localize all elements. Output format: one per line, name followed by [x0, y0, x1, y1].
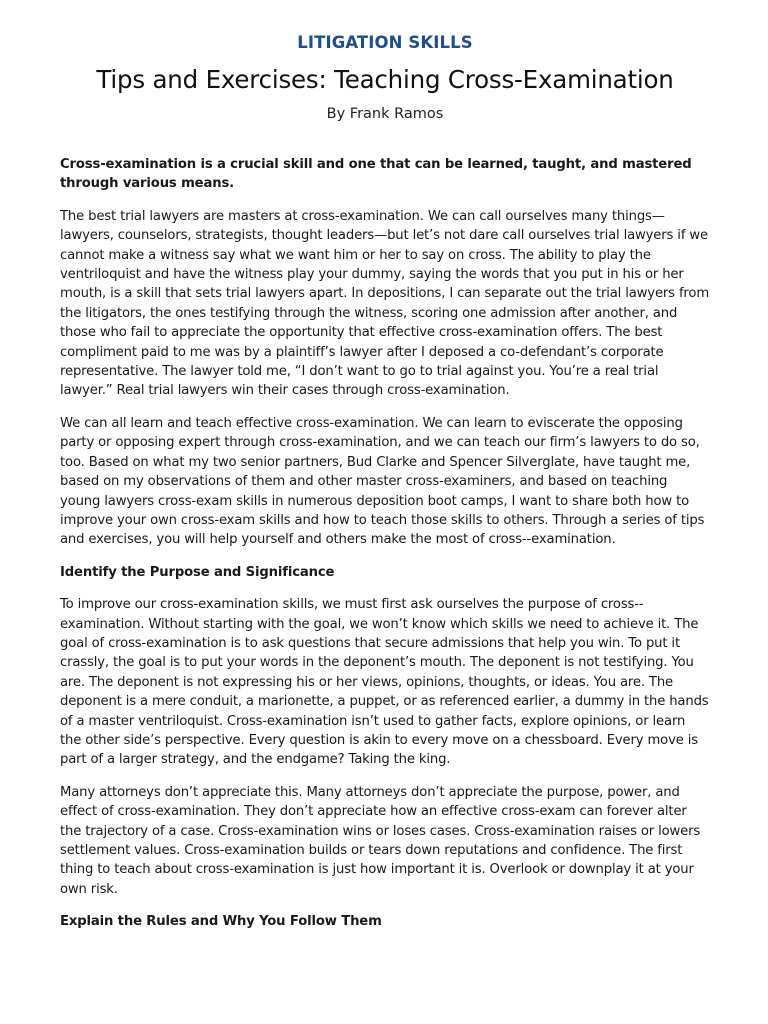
section-heading-rules: Explain the Rules and Why You Follow Them: [60, 914, 382, 930]
paragraph-2: We can all learn and teach effective cross-examination. We can learn to eviscerate the opposing party or opposing expert through cross-examination, and we can teach our firm’s lawyers to do so, too. Based on what my two senior partners, Bud Clarke and Spencer Silverglate, have taught me, based on my observations of them and other master cross-examiners, and based on teaching young lawyers cross-exam skills in numerous deposition boot camps, I want to share both how to improve your own cross-exam skills and how to teach those skills to others. Through a series of tips and exercises, you will help yourself and others make the most of cross--examination.: [60, 415, 705, 548]
paragraph-4: Many attorneys don’t appreciate this. Many attorneys don’t appreciate the purpose, power, and effect of cross-examination. They don’t appreciate how an effective cross-exam can forever alter the trajectory of a case. Cross-examination wins or loses cases. Cross-examination raises or lowers settlement values. Cross-examination builds or tears down reputations and confidence. The first thing to teach about cross-examination is just how important it is. Overlook or downplay it at your own risk.: [60, 784, 701, 897]
section-heading-purpose: Identify the Purpose and Significance: [60, 564, 335, 580]
section-label: LITIGATION SKILLS: [297, 33, 473, 52]
paragraph-1: The best trial lawyers are masters at cross-examination. We can call ourselves many things—lawyers, counselors, strategists, thought leaders—but let’s not dare call ourselves trial lawyers if we cannot make a witness say what we want him or her to say on cross. The ability to play the ventriloquist and have the witness play your dummy, saying the words that you put in his or her mouth, is a skill that sets trial lawyers apart. In depositions, I can separate out the trial lawyers from the litigators, the ones testifying through the witness, scoring one admission after another, and those who fail to appreciate the opportunity that effective cross-examination offers. The best compliment paid to me was by a plaintiff’s lawyer after I deposed a co-defendant’s corporate representative. The lawyer told me, “I don’t want to go to trial against you. You’re a real trial lawyer.” Real trial lawyers win their cases through cross-examination.: [60, 208, 710, 399]
author-byline: By Frank Ramos: [326, 106, 444, 122]
lead-paragraph: Cross-examination is a crucial skill and one that can be learned, taught, and mastered through various means.: [60, 157, 692, 192]
article-body: [60, 155, 710, 932]
article-title: Tips and Exercises: Teaching Cross-Examination: [96, 65, 674, 94]
paragraph-3: To improve our cross-examination skills, we must first ask ourselves the purpose of cross--examination. Without starting with the goal, we won’t know which skills we need to achieve it. The goal of cross-examination is to ask questions that secure admissions that help you win. To put it crassly, the goal is to put your words in the deponent’s mouth. The deponent is not testifying. You are. The deponent is not expressing his or her views, opinions, thoughts, or ideas. You are. The deponent is a mere conduit, a marionette, a puppet, or as referenced earlier, a dummy in the hands of a master ventriloquist. Cross-examination isn’t used to gather facts, explore opinions, or learn the other side’s perspective. Every question is akin to every move on a chessboard. Every move is part of a larger strategy, and the endgame? Taking the king.: [60, 597, 709, 768]
